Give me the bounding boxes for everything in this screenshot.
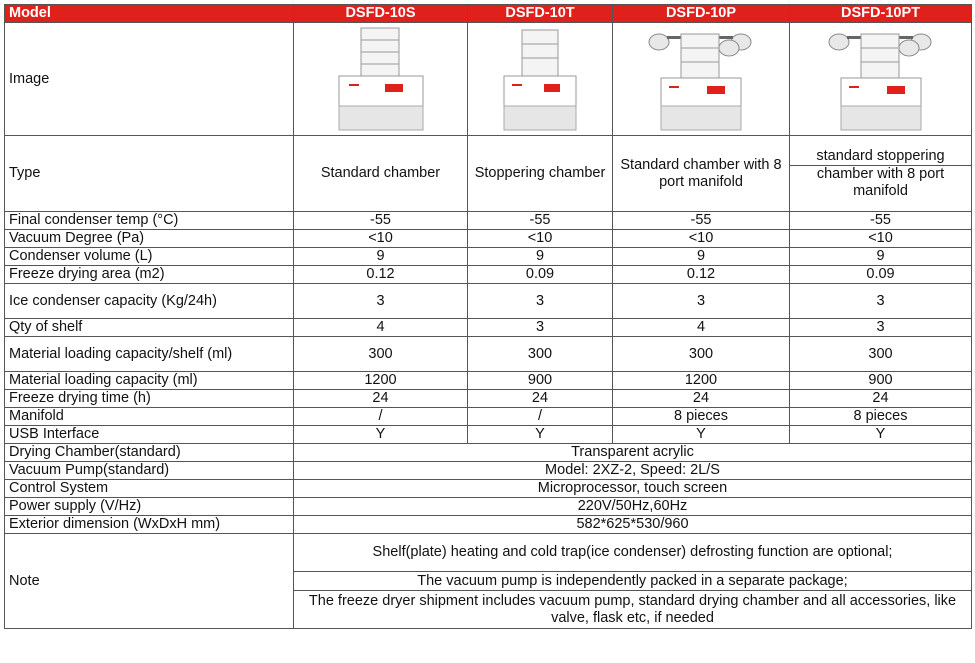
spec-row — [5, 212, 972, 230]
row-label: Freeze drying time (h) — [5, 390, 294, 408]
row-label: Vacuum Pump(standard) — [5, 462, 294, 480]
cell-value: Y — [468, 426, 613, 444]
note-line: The freeze dryer shipment includes vacuum pump, standard drying chamber and all accessories, like valve, flask etc, if needed — [294, 591, 972, 629]
row-label: Ice condenser capacity (Kg/24h) — [5, 284, 294, 319]
cell-value: 0.12 — [294, 266, 468, 284]
row-label: Material loading capacity/shelf (ml) — [5, 337, 294, 372]
type-value-bottom: chamber with 8 port manifold — [790, 165, 971, 200]
cell-value: 9 — [790, 248, 972, 266]
row-label: Material loading capacity (ml) — [5, 372, 294, 390]
shared-row — [5, 462, 972, 480]
cell-value: <10 — [613, 230, 790, 248]
shared-row — [5, 444, 972, 462]
row-label: Manifold — [5, 408, 294, 426]
cell-value: 24 — [613, 390, 790, 408]
cell-value: Y — [294, 426, 468, 444]
image-row — [5, 23, 972, 136]
row-label: Final condenser temp (°C) — [5, 212, 294, 230]
row-label: USB Interface — [5, 426, 294, 444]
spec-row — [5, 337, 972, 372]
product-image — [294, 23, 468, 136]
model-name: DSFD-10PT — [790, 5, 972, 23]
cell-value: 3 — [468, 284, 613, 319]
cell-value: / — [468, 408, 613, 426]
model-name: DSFD-10P — [613, 5, 790, 23]
spec-row — [5, 266, 972, 284]
cell-value: 4 — [613, 319, 790, 337]
cell-value: -55 — [294, 212, 468, 230]
type-value-top: standard stoppering — [816, 147, 945, 164]
type-value: Stoppering chamber — [468, 136, 613, 212]
cell-value: -55 — [468, 212, 613, 230]
model-name: DSFD-10S — [294, 5, 468, 23]
spec-table — [4, 4, 972, 629]
cell-value: 900 — [790, 372, 972, 390]
cell-value: 300 — [468, 337, 613, 372]
cell-value: 0.09 — [790, 266, 972, 284]
cell-value: 300 — [790, 337, 972, 372]
row-label: Vacuum Degree (Pa) — [5, 230, 294, 248]
cell-value: -55 — [790, 212, 972, 230]
row-label: Type — [5, 136, 294, 212]
cell-value: 3 — [790, 284, 972, 319]
cell-value: 24 — [790, 390, 972, 408]
spec-row — [5, 390, 972, 408]
type-value: Standard chamber with 8 port manifold — [613, 136, 790, 212]
cell-value: -55 — [613, 212, 790, 230]
cell-value: 0.12 — [613, 266, 790, 284]
cell-value: 1200 — [294, 372, 468, 390]
cell-value: <10 — [294, 230, 468, 248]
row-label: Freeze drying area (m2) — [5, 266, 294, 284]
cell-value: 4 — [294, 319, 468, 337]
cell-value: 3 — [613, 284, 790, 319]
cell-value: 24 — [468, 390, 613, 408]
header-row — [5, 5, 972, 23]
row-label: Image — [5, 23, 294, 136]
row-label: Exterior dimension (WxDxH mm) — [5, 516, 294, 534]
cell-value: 300 — [613, 337, 790, 372]
cell-value: 8 pieces — [613, 408, 790, 426]
product-image — [613, 23, 790, 136]
cell-value: Y — [613, 426, 790, 444]
type-value — [790, 136, 972, 212]
model-header: Model — [5, 5, 294, 23]
cell-value: 9 — [468, 248, 613, 266]
spec-row — [5, 372, 972, 390]
product-image — [468, 23, 613, 136]
type-row — [5, 136, 972, 212]
shared-row — [5, 498, 972, 516]
note-line: Shelf(plate) heating and cold trap(ice condenser) defrosting function are optional; — [294, 534, 972, 572]
shared-value: Transparent acrylic — [294, 444, 972, 462]
cell-value: 9 — [294, 248, 468, 266]
shared-row — [5, 480, 972, 498]
product-image — [790, 23, 972, 136]
cell-value: 0.09 — [468, 266, 613, 284]
note-row — [5, 534, 972, 572]
spec-row — [5, 230, 972, 248]
cell-value: Y — [790, 426, 972, 444]
cell-value: 3 — [294, 284, 468, 319]
shared-value: 220V/50Hz,60Hz — [294, 498, 972, 516]
row-label: Note — [5, 534, 294, 629]
model-name: DSFD-10T — [468, 5, 613, 23]
cell-value: 24 — [294, 390, 468, 408]
row-label: Drying Chamber(standard) — [5, 444, 294, 462]
row-label: Power supply (V/Hz) — [5, 498, 294, 516]
cell-value: 3 — [468, 319, 613, 337]
cell-value: 3 — [790, 319, 972, 337]
shared-value: Microprocessor, touch screen — [294, 480, 972, 498]
cell-value: 900 — [468, 372, 613, 390]
cell-value: 300 — [294, 337, 468, 372]
cell-value: <10 — [790, 230, 972, 248]
note-line: The vacuum pump is independently packed in a separate package; — [294, 572, 972, 591]
cell-value: 9 — [613, 248, 790, 266]
spec-row — [5, 319, 972, 337]
spec-row — [5, 426, 972, 444]
row-label: Qty of shelf — [5, 319, 294, 337]
type-value: Standard chamber — [294, 136, 468, 212]
cell-value: 1200 — [613, 372, 790, 390]
cell-value: / — [294, 408, 468, 426]
cell-value: <10 — [468, 230, 613, 248]
row-label: Condenser volume (L) — [5, 248, 294, 266]
spec-row — [5, 408, 972, 426]
row-label: Control System — [5, 480, 294, 498]
cell-value: 8 pieces — [790, 408, 972, 426]
spec-row — [5, 284, 972, 319]
spec-row — [5, 248, 972, 266]
shared-value: 582*625*530/960 — [294, 516, 972, 534]
shared-row — [5, 516, 972, 534]
shared-value: Model: 2XZ-2, Speed: 2L/S — [294, 462, 972, 480]
